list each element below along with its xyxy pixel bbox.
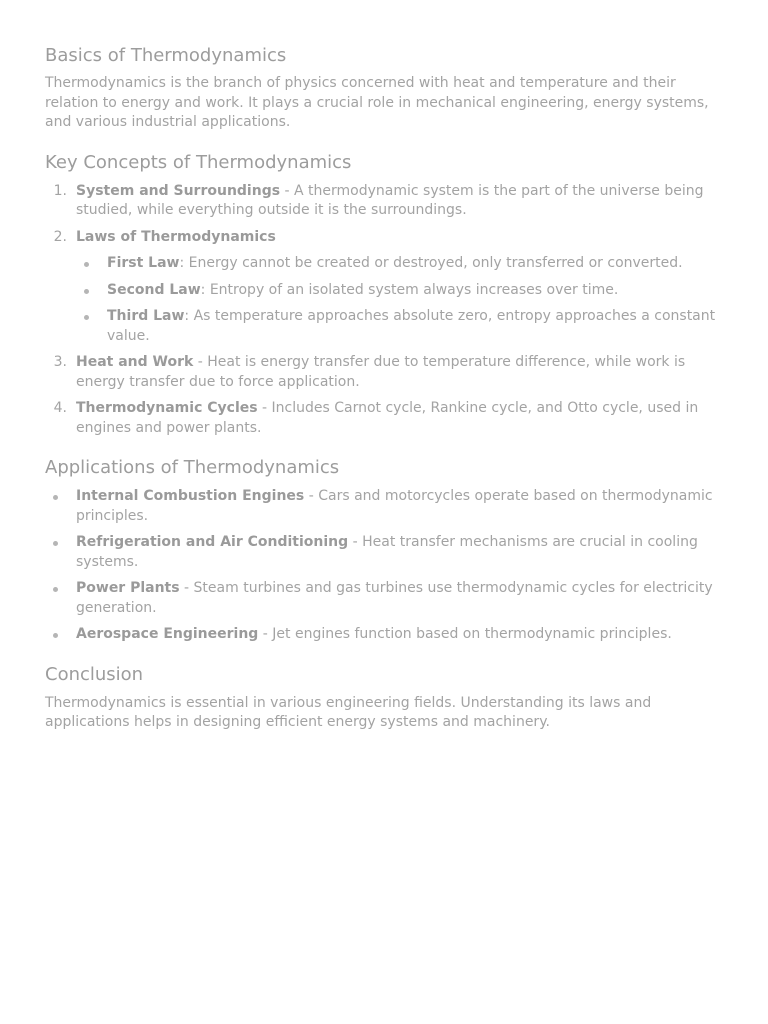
term: Heat and Work [76, 354, 194, 370]
list-item [76, 254, 724, 274]
term: Second Law [107, 281, 201, 298]
bullet-icon [53, 587, 58, 592]
description: - Steam turbines and gas turbines use thermodynamic cycles for electricity generation. [76, 580, 713, 616]
description: : Energy cannot be created or destroyed, only transferred or converted. [179, 255, 683, 271]
list-item [45, 625, 724, 645]
list-number: 4. [53, 400, 67, 416]
bullet-icon [84, 289, 89, 294]
list-item [45, 579, 724, 618]
term: System and Surroundings [76, 182, 281, 199]
laws-sublist [76, 254, 724, 346]
bullet-icon [53, 633, 58, 638]
term: Third Law [107, 308, 185, 324]
description: : Entropy of an isolated system always increases over time. [200, 281, 619, 298]
description: - A thermodynamic system is the part of the universe being studied, while everything outside it is the surroundings. [76, 182, 704, 218]
list-item [45, 399, 724, 438]
list-item [45, 487, 724, 526]
list-number: 3. [53, 354, 67, 370]
description: - Includes Carnot cycle, Rankine cycle, and Otto cycle, used in engines and power plants. [76, 400, 699, 436]
list-number: 2. [53, 228, 67, 245]
list-item [76, 281, 724, 301]
description: - Heat is energy transfer due to temperature difference, while work is energy transfer due to force application. [76, 354, 686, 390]
bullet-icon [84, 262, 89, 267]
list-item [45, 228, 724, 347]
key-concepts-list [45, 182, 724, 439]
list-item [45, 182, 724, 221]
applications-list [45, 487, 724, 645]
description: - Cars and motorcycles operate based on thermodynamic principles. [76, 488, 713, 524]
page-title: Basics of Thermodynamics [45, 45, 287, 66]
description: - Jet engines function based on thermodynamic principles. [258, 626, 672, 642]
key-concepts-heading: Key Concepts of Thermodynamics [45, 151, 352, 173]
list-number: 1. [53, 182, 67, 199]
term: Refrigeration and Air Conditioning [76, 534, 349, 550]
intro-paragraph: Thermodynamics is the branch of physics concerned with heat and temperature and their relation to energy and work. It plays a crucial role in mechanical engineering, energy systems, and various industrial applications. [45, 75, 709, 130]
conclusion-heading: Conclusion [45, 663, 144, 685]
term: Laws of Thermodynamics [76, 228, 276, 245]
term: Power Plants [76, 580, 180, 596]
list-item [45, 353, 724, 392]
conclusion-paragraph: Thermodynamics is essential in various engineering fields. Understanding its laws and applications helps in designing efficient energy systems and machinery. [45, 694, 652, 730]
term: Aerospace Engineering [76, 626, 259, 642]
description: : As temperature approaches absolute zero, entropy approaches a constant value. [107, 308, 716, 344]
term: First Law [107, 255, 180, 271]
term: Internal Combustion Engines [76, 488, 305, 504]
applications-heading: Applications of Thermodynamics [45, 457, 340, 478]
term: Thermodynamic Cycles [76, 400, 258, 416]
bullet-icon [53, 495, 58, 500]
bullet-icon [53, 541, 58, 546]
list-item [45, 533, 724, 572]
description: - Heat transfer mechanisms are crucial in cooling systems. [76, 534, 698, 570]
bullet-icon [84, 315, 89, 320]
list-item [76, 307, 724, 346]
